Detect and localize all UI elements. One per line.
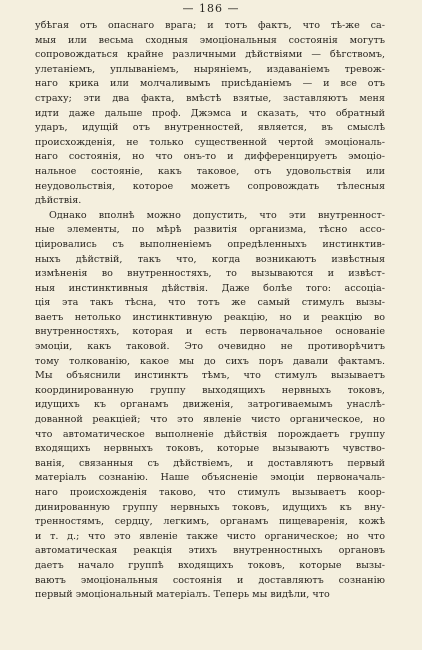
text-line: измѣненія во внутренностяхъ, то вызываются и извѣст- [35, 268, 385, 280]
text-line: даетъ начало группѣ входящихъ токовъ, которые вызы- [35, 559, 385, 571]
text-line: наго состоянія, но что онъ-то и дифференцируетъ эмоціо- [35, 151, 385, 163]
text-line: происхожденія, не только существенной чертой эмоціональ- [35, 136, 385, 148]
text-line: наго крика или молчаливымъ присѣданіемъ — и все отъ [35, 78, 385, 90]
text-line: наго происхожденія таково, что стимулъ вызываетъ коор- [35, 487, 385, 498]
text-line: ванія, связанныя съ дѣйствіемъ, и доставляютъ первый [35, 457, 385, 469]
text-line: мыя или весьма сходныя эмоціональныя состоянія могутъ [35, 34, 385, 46]
body-text [35, 19, 385, 603]
paragraph [35, 209, 385, 603]
text-line: входящихъ нервныхъ токовъ, которые вызываютъ чувство- [35, 443, 385, 455]
text-line: и т. д.; что это явленіе также чисто органическое; но что [35, 530, 385, 542]
text-line: страху; эти два факта, вмѣстѣ взятые, заставляютъ меня [35, 92, 385, 104]
text-line: внутренностяхъ, которая и есть первоначальное основаніе [35, 326, 385, 338]
text-line: нальное состояніе, какъ таковое, отъ удовольствія или [35, 165, 385, 177]
text-line: ныя инстинктивныя дѣйствія. Даже болѣе того: ассоціа- [35, 282, 385, 294]
text-line: сопровождаться крайне различными дѣйствіями — бѣгствомъ, [35, 49, 385, 61]
text-line: дованной реакціей; что это явленіе чисто органическое, но [35, 414, 385, 426]
text-line: дѣйствія. [35, 195, 82, 207]
text-line: ваетъ нетолько инстинктивную реакцію, но и реакцію во [35, 311, 385, 323]
text-line: неудовольствія, которое можетъ сопровождать тѣлесныя [35, 180, 385, 192]
text-line: тому толкованію, какое мы до сихъ поръ давали фактамъ. [35, 355, 385, 367]
text-line: ные элементы, по мѣрѣ развитія организма, тѣсно ассо- [35, 224, 385, 236]
text-line: ударъ, идущій отъ внутренностей, является, въ смыслѣ [35, 122, 385, 134]
text-line: первый эмоціональный матеріалъ. Теперь мы видѣли, что [35, 589, 330, 601]
text-line: Мы объяснили инстинктъ тѣмъ, что стимулъ вызываетъ [35, 370, 385, 382]
text-line: тренностямъ, сердцу, легкимъ, органамъ пищеваренія, кожѣ [35, 516, 385, 528]
page-number: — 186 — [182, 2, 240, 15]
text-line: улетаніемъ, уплываніемъ, ныряніемъ, издаваніемъ тревож- [35, 63, 385, 75]
text-line: Однако вполнѣ можно допустить, что эти внутренност- [49, 209, 385, 221]
paragraph [35, 19, 385, 209]
text-line: убѣгая отъ опаснаго врага; и тотъ фактъ, что тѣ-же са- [35, 20, 385, 31]
text-line: ціировались съ выполненіемъ опредѣленныхъ инстинктив- [35, 238, 385, 250]
text-line: ваютъ эмоціональныя состоянія и доставляютъ сознанію [35, 574, 385, 586]
text-line: матеріалъ сознанію. Наше объясненіе эмоціи первоначаль- [35, 472, 385, 484]
text-line: идущихъ къ органамъ движенія, затрогиваемымъ унаслѣ- [35, 399, 385, 411]
text-line: ныхъ дѣйствій, такъ что, когда возникаютъ извѣстныя [35, 253, 385, 265]
text-line: идти даже дальше проф. Джэмса и сказать, что обратный [35, 107, 385, 119]
text-line: динированную группу нервныхъ токовъ, идущихъ къ вну- [35, 501, 385, 513]
text-line: ція эта такъ тѣсна, что тотъ же самый стимулъ вызы- [35, 297, 385, 309]
text-line: что автоматическое выполненіе дѣйствія порождаетъ группу [35, 428, 385, 440]
text-line: эмоціи, какъ таковой. Это очевидно не противорѣчитъ [35, 341, 385, 353]
text-line: координированную группу выходящихъ нервныхъ токовъ, [35, 384, 385, 396]
text-line: автоматическая реакція этихъ внутренностныхъ органовъ [35, 545, 385, 557]
